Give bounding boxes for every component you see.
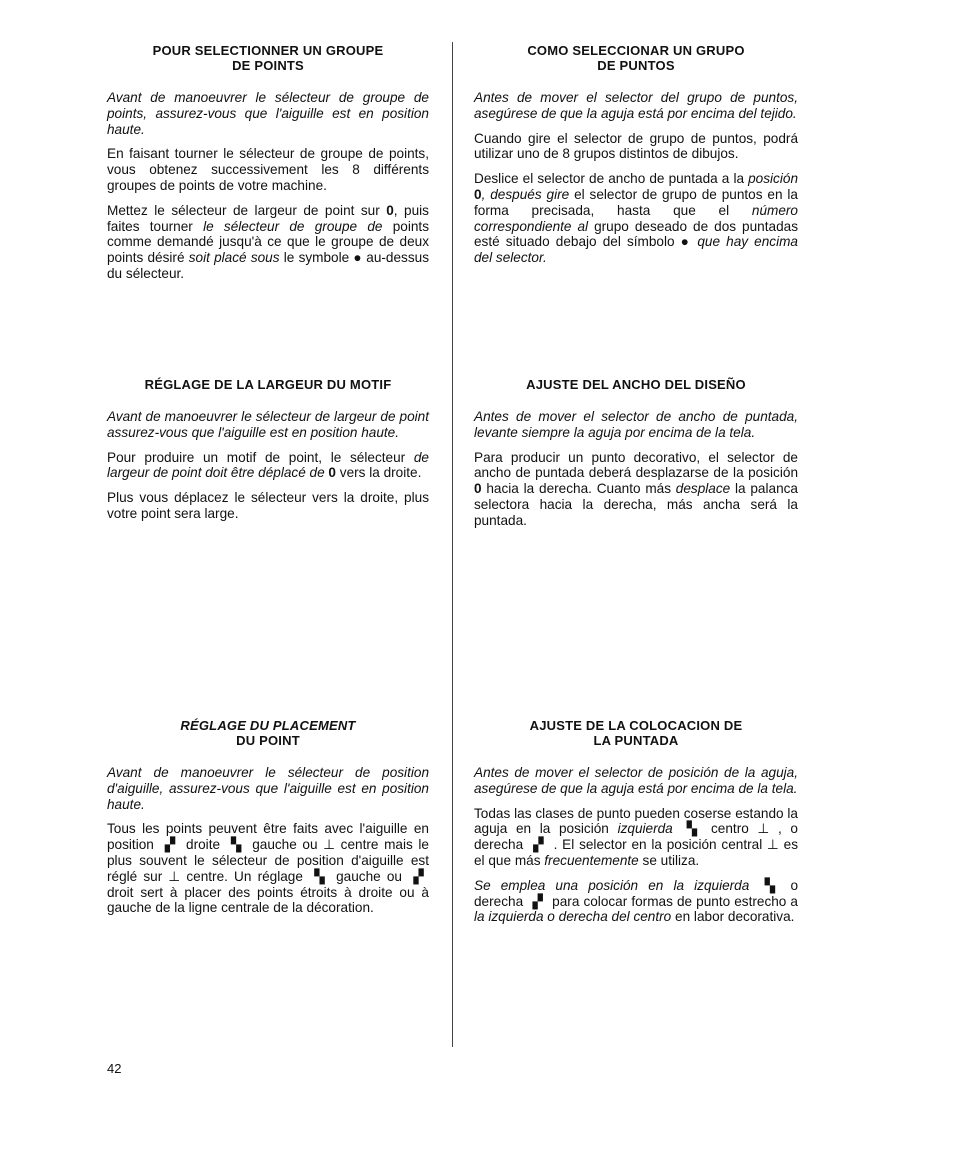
text-run: 0 bbox=[474, 186, 482, 202]
fr-caution-paragraph: Avant de manoeuvrer le sélecteur de groupe de points, assurez-vous que l'aiguille est en position haute. bbox=[107, 90, 429, 137]
fr-paragraph bbox=[107, 450, 429, 482]
text-run: la izquierda o derecha del centro bbox=[474, 909, 672, 925]
es-paragraph bbox=[474, 806, 798, 869]
text-run: hacia la derecha. Cuanto más bbox=[481, 481, 676, 497]
es-caution-paragraph: Antes de mover el selector de ancho de puntada, levante siempre la aguja por encima de la tela. bbox=[474, 409, 798, 440]
text-run: Deslice el selector de ancho de puntada a la bbox=[474, 171, 749, 187]
fr-paragraph: Tous les points peuvent être faits avec l'aiguille en position ▗▘ droite ▝▖ gauche ou ⊥ centre mais le plus souvent le sélecteur de position d'aiguille est réglé sur ⊥ centre. Un réglage ▝▖ gauche ou ▗▘ droit sert à placer des points étroits à droite ou à gauche de la ligne centrale de la décoration. bbox=[107, 821, 429, 916]
fr-caution-paragraph: Avant de manoeuvrer le sélecteur de largeur de point assurez-vous que l'aiguille est en position haute. bbox=[107, 409, 429, 440]
text-run: frecuentemente bbox=[544, 852, 639, 868]
fr-section-select-group bbox=[107, 43, 429, 291]
text-run: se utiliza. bbox=[638, 852, 700, 868]
fr-caution-paragraph: Avant de manoeuvrer le sélecteur de position d'aiguille, assurez-vous que l'aiguille est en position haute. bbox=[107, 765, 429, 812]
fr-heading-placement bbox=[107, 718, 429, 748]
text-run: le symbole ● au-dessus du sélecteur. bbox=[107, 250, 429, 281]
text-run: la palanca selectora hacia la derecha, más ancha será la puntada. bbox=[474, 481, 798, 528]
es-heading-placement bbox=[474, 718, 798, 748]
text-run: posición bbox=[748, 171, 798, 187]
text-run: points comme demandé jusqu'à ce que le groupe de deux points désiré bbox=[107, 218, 429, 266]
fr-paragraph: En faisant tourner le sélecteur de groupe de points, vous obtenez successivement les 8 différents groupes de points de votre machine. bbox=[107, 146, 429, 193]
es-paragraph bbox=[474, 878, 798, 925]
text-run: 0 bbox=[324, 465, 336, 481]
fr-section-width bbox=[107, 377, 429, 531]
text-run: el selector de grupo de puntos en la forma precisada, hasta que el bbox=[474, 186, 798, 218]
es-paragraph: Cuando gire el selector de grupo de puntos, podrá utilizar uno de 8 grupos distintos de dibujos. bbox=[474, 130, 798, 162]
heading-line: AJUSTE DEL ANCHO DEL DISEÑO bbox=[526, 377, 746, 392]
page-number: 42 bbox=[107, 1061, 122, 1076]
fr-heading-select-group bbox=[107, 43, 429, 73]
text-run: Se emplea una posición en la izquierda bbox=[474, 877, 750, 893]
text-run: 0 bbox=[386, 202, 394, 218]
fr-section-placement bbox=[107, 718, 429, 925]
heading-line: COMO SELECCIONAR UN GRUPO bbox=[527, 43, 745, 58]
es-caution-paragraph: Antes de mover el selector de posición de la aguja, asegúrese de que la aguja está por encima de la tela. bbox=[474, 765, 798, 796]
text-run: , después gire bbox=[481, 186, 570, 202]
text-run: ▝▖ centro ⊥ , o derecha ▗▘ . El selector en la posición central ⊥ es el que más bbox=[474, 821, 798, 868]
text-run: ▝▖ o derecha ▗▘ para colocar formas de punto estrecho a bbox=[474, 877, 799, 909]
text-run: número correspondiente al bbox=[474, 202, 798, 234]
heading-line: AJUSTE DE LA COLOCACION DE bbox=[529, 718, 743, 733]
column-divider bbox=[452, 42, 453, 1047]
es-section-placement bbox=[474, 718, 798, 934]
heading-line: RÉGLAGE DE LA LARGEUR DU MOTIF bbox=[144, 377, 392, 392]
heading-line: DE PUNTOS bbox=[597, 58, 675, 73]
text-run: 0 bbox=[474, 481, 482, 497]
heading-line: DU POINT bbox=[236, 733, 300, 748]
es-heading-select-group bbox=[474, 43, 798, 73]
text-run: en labor decorativa. bbox=[671, 909, 795, 925]
fr-paragraph bbox=[107, 203, 429, 282]
text-run: vers la droite. bbox=[336, 465, 422, 481]
es-paragraph bbox=[474, 171, 798, 266]
text-run: Mettez le sélecteur de largeur de point sur bbox=[107, 202, 387, 218]
heading-line: POUR SELECTIONNER UN GROUPE bbox=[152, 43, 384, 58]
fr-heading-width bbox=[107, 377, 429, 392]
text-run: , puis faites tourner bbox=[107, 202, 429, 234]
text-run: desplace bbox=[675, 481, 731, 497]
heading-line: RÉGLAGE DU PLACEMENT bbox=[180, 718, 356, 733]
text-run: le sélecteur de groupe de bbox=[203, 218, 383, 234]
text-run: izquierda bbox=[617, 821, 673, 837]
es-paragraph bbox=[474, 450, 798, 529]
es-heading-width bbox=[474, 377, 798, 392]
text-run: Todas las clases de punto pueden coserse estando la aguja en la posición bbox=[474, 805, 798, 837]
heading-line: LA PUNTADA bbox=[593, 733, 679, 748]
es-caution-paragraph: Antes de mover el selector del grupo de puntos, asegúrese de que la aguja está por encima del tejido. bbox=[474, 90, 798, 121]
text-run: ● que hay encima del selector. bbox=[474, 234, 798, 266]
text-run: Pour produire un motif de point, le sélecteur bbox=[107, 449, 414, 465]
heading-line: DE POINTS bbox=[232, 58, 304, 73]
es-section-width bbox=[474, 377, 798, 538]
text-run: grupo deseado de dos puntadas esté situado debajo del símbolo bbox=[474, 218, 798, 250]
fr-paragraph: Plus vous déplacez le sélecteur vers la droite, plus votre point sera large. bbox=[107, 490, 429, 521]
es-section-select-group bbox=[474, 43, 798, 275]
text-run: de largeur de point doit être déplacé de bbox=[107, 449, 429, 481]
text-run: Para producir un punto decorativo, el selector de ancho de puntada deberá desplazarse de la posición bbox=[474, 449, 798, 481]
text-run: soit placé sous bbox=[188, 250, 280, 266]
